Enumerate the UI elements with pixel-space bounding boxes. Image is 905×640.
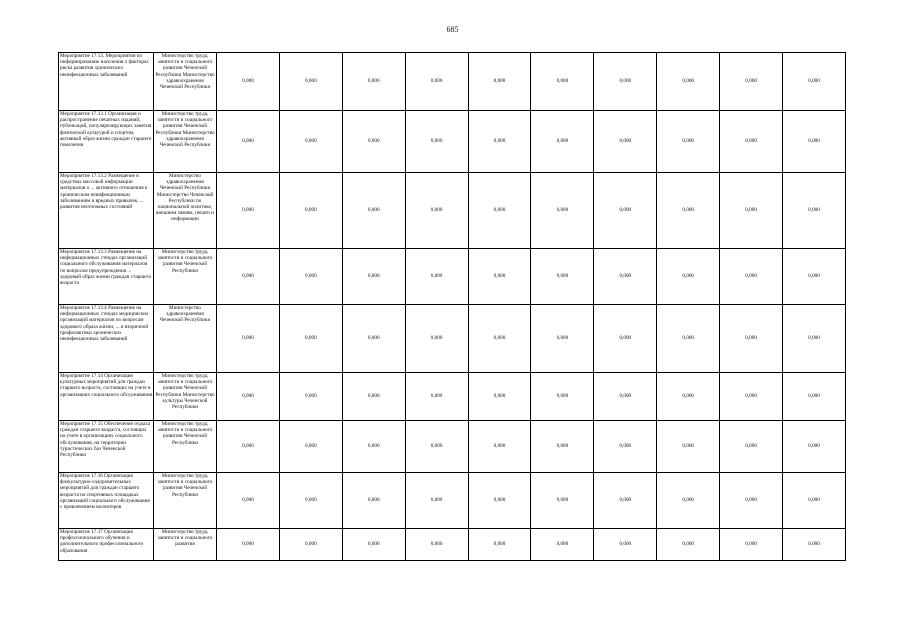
executor-cell — [154, 173, 217, 249]
executor-text: Министерство труда, занятости и социального развития Чеченской Республики Министерство культуры Чеченской Республики — [155, 373, 215, 411]
executor-text: Министерство труда, занятости и социального развития Чеченской Республики Министерство здравоохранения Чеченской Республики — [155, 111, 215, 149]
value-cell: 0,000 — [342, 529, 405, 561]
value-cell: 0,000 — [342, 249, 405, 305]
value-cell: 0,000 — [405, 249, 468, 305]
executor-text: Министерство труда, занятости и социального развития Чеченской Республики — [157, 473, 213, 498]
value-cell: 0,000 — [342, 305, 405, 373]
value-cell: 0,000 — [405, 111, 468, 173]
executor-cell — [154, 53, 217, 111]
value-cell: 0,000 — [720, 53, 783, 111]
value-cell: 0,000 — [279, 249, 342, 305]
value-cell: 0,000 — [405, 173, 468, 249]
value-cell: 0,000 — [342, 53, 405, 111]
value-cell: 0,000 — [531, 111, 594, 173]
value-cell: 0,000 — [279, 305, 342, 373]
value-cell: 0,000 — [594, 421, 657, 473]
value-cell: 0,000 — [657, 529, 720, 561]
value-cell: 0,000 — [531, 421, 594, 473]
value-cell: 0,000 — [720, 373, 783, 421]
table-row — [59, 111, 846, 173]
value-cell: 0,000 — [342, 473, 405, 529]
measure-text: Мероприятие 17.13.2 Размещение в средствах массовой информации материалов о ... активного отношения к хроническим неинфекционным заболеваниям и вредных привычек, ... развития неотложных состояний — [60, 173, 148, 211]
value-cell: 0,000 — [405, 473, 468, 529]
value-cell: 0,000 — [217, 305, 280, 373]
measure-cell — [59, 529, 154, 561]
executor-text: Министерство труда, занятости и социального развития — [157, 529, 213, 548]
measure-text: Мероприятие 17.13.1 Организация и распространение печатных изданий, публикаций, популяризирующих занятия физической культурой и спортом, активный образ жизни граждан старшего поколения — [60, 111, 152, 149]
value-cell: 0,000 — [217, 249, 280, 305]
table-row — [59, 473, 846, 529]
value-cell: 0,000 — [783, 173, 846, 249]
value-cell: 0,000 — [531, 53, 594, 111]
value-cell: 0,000 — [783, 249, 846, 305]
value-cell: 0,000 — [783, 111, 846, 173]
value-cell: 0,000 — [720, 305, 783, 373]
table-body — [59, 53, 846, 561]
measure-text: Мероприятие 17.14 Организация культурных мероприятий для граждан старшего возраста, состоящих на учете в организациях социального обслуживания — [60, 373, 152, 398]
value-cell: 0,000 — [342, 373, 405, 421]
value-cell: 0,000 — [342, 421, 405, 473]
value-cell: 0,000 — [594, 473, 657, 529]
executor-text: Министерство труда, занятости и социального развития Чеченской Республики Министерство здравоохранения Чеченской Республики — [155, 53, 215, 91]
value-cell: 0,000 — [217, 111, 280, 173]
value-cell: 0,000 — [657, 421, 720, 473]
value-cell: 0,000 — [531, 305, 594, 373]
executor-text: Министерство здравоохранения Чеченской Республики Министерство Чеченской Республики по национальной политике, внешним связям, печати и информации — [156, 173, 214, 223]
value-cell: 0,000 — [468, 373, 531, 421]
value-cell: 0,000 — [783, 473, 846, 529]
executor-cell — [154, 111, 217, 173]
page-number: 685 — [446, 25, 459, 34]
value-cell: 0,000 — [720, 421, 783, 473]
value-cell: 0,000 — [720, 173, 783, 249]
value-cell: 0,000 — [783, 373, 846, 421]
value-cell: 0,000 — [720, 249, 783, 305]
value-cell: 0,000 — [657, 249, 720, 305]
executor-text: Министерство труда, занятости и социального развития Чеченской Республики — [157, 249, 213, 274]
measure-cell — [59, 305, 154, 373]
executor-cell — [154, 373, 217, 421]
value-cell: 0,000 — [594, 249, 657, 305]
executor-cell — [154, 305, 217, 373]
measure-cell — [59, 421, 154, 473]
value-cell: 0,000 — [720, 473, 783, 529]
table-row — [59, 173, 846, 249]
value-cell: 0,000 — [720, 111, 783, 173]
value-cell: 0,000 — [783, 421, 846, 473]
value-cell: 0,000 — [657, 53, 720, 111]
value-cell: 0,000 — [279, 373, 342, 421]
value-cell: 0,000 — [405, 373, 468, 421]
value-cell: 0,000 — [279, 421, 342, 473]
value-cell: 0,000 — [531, 529, 594, 561]
value-cell: 0,000 — [594, 53, 657, 111]
value-cell: 0,000 — [405, 421, 468, 473]
executor-text: Министерство труда, занятости и социального развития Чеченской Республики — [157, 421, 213, 446]
value-cell: 0,000 — [657, 305, 720, 373]
measure-text: Мероприятие 17.16 Организация физкультурно-оздоровительных мероприятий для граждан старшего возраста на спортивных площадках организаций социального обслуживания с привлечением волонтеров — [60, 473, 150, 511]
executor-cell — [154, 249, 217, 305]
value-cell: 0,000 — [783, 305, 846, 373]
executor-cell — [154, 421, 217, 473]
value-cell: 0,000 — [468, 305, 531, 373]
measure-text: Мероприятие 17.13.3 Размещение на информационных стендах организаций социального обслуживания материалов по вопросам предупреждения ... здоровый образ жизни граждан старшего возраста — [60, 249, 152, 287]
value-cell: 0,000 — [531, 249, 594, 305]
value-cell: 0,000 — [594, 305, 657, 373]
value-cell: 0,000 — [468, 53, 531, 111]
table-row — [59, 53, 846, 111]
value-cell: 0,000 — [783, 529, 846, 561]
measure-text: Мероприятие 17.13. Мероприятия по информированию населения о факторах риска развития хронических неинфекционных заболеваний — [60, 53, 149, 78]
measure-text: Мероприятие 17.17 Организация профессионального обучения и дополнительного профессионального образования — [60, 529, 144, 554]
value-cell: 0,000 — [468, 111, 531, 173]
measure-cell — [59, 111, 154, 173]
value-cell: 0,000 — [657, 111, 720, 173]
value-cell: 0,000 — [657, 373, 720, 421]
value-cell: 0,000 — [279, 173, 342, 249]
measure-text: Мероприятие 17.13.4 Размещение на информационных стендах медицинских организаций материалов по вопросам здорового образа жизни, ... и вторичной профилактики хронических неинфекционных заболеваний — [60, 305, 149, 343]
table-row — [59, 305, 846, 373]
value-cell: 0,000 — [720, 529, 783, 561]
table-row — [59, 249, 846, 305]
executor-cell — [154, 529, 217, 561]
value-cell: 0,000 — [217, 173, 280, 249]
value-cell: 0,000 — [594, 373, 657, 421]
value-cell: 0,000 — [217, 529, 280, 561]
measure-cell — [59, 249, 154, 305]
value-cell: 0,000 — [657, 473, 720, 529]
measure-text: Мероприятие 17.15 Обеспечение отдыха граждан старшего возраста, состоящих на учете в организациях социального обслуживания, на территории туристических баз Чеченской Республики — [60, 421, 150, 459]
table-row — [59, 421, 846, 473]
value-cell: 0,000 — [468, 529, 531, 561]
executor-cell — [154, 473, 217, 529]
value-cell: 0,000 — [531, 173, 594, 249]
value-cell: 0,000 — [217, 473, 280, 529]
value-cell: 0,000 — [279, 473, 342, 529]
value-cell: 0,000 — [279, 111, 342, 173]
value-cell: 0,000 — [342, 111, 405, 173]
value-cell: 0,000 — [405, 53, 468, 111]
value-cell: 0,000 — [531, 373, 594, 421]
value-cell: 0,000 — [657, 173, 720, 249]
value-cell: 0,000 — [783, 53, 846, 111]
measure-cell — [59, 373, 154, 421]
value-cell: 0,000 — [405, 529, 468, 561]
value-cell: 0,000 — [342, 173, 405, 249]
value-cell: 0,000 — [468, 473, 531, 529]
executor-text: Министерство здравоохранения Чеченской Республики — [159, 305, 211, 324]
report-table — [58, 52, 846, 561]
value-cell: 0,000 — [531, 473, 594, 529]
value-cell: 0,000 — [468, 173, 531, 249]
table-row — [59, 373, 846, 421]
value-cell: 0,000 — [594, 173, 657, 249]
table-row — [59, 529, 846, 561]
value-cell: 0,000 — [594, 529, 657, 561]
measure-cell — [59, 53, 154, 111]
measure-cell — [59, 473, 154, 529]
measure-cell — [59, 173, 154, 249]
value-cell: 0,000 — [279, 529, 342, 561]
value-cell: 0,000 — [594, 111, 657, 173]
value-cell: 0,000 — [217, 421, 280, 473]
value-cell: 0,000 — [405, 305, 468, 373]
value-cell: 0,000 — [217, 373, 280, 421]
value-cell: 0,000 — [468, 249, 531, 305]
value-cell: 0,000 — [217, 53, 280, 111]
value-cell: 0,000 — [279, 53, 342, 111]
value-cell: 0,000 — [468, 421, 531, 473]
